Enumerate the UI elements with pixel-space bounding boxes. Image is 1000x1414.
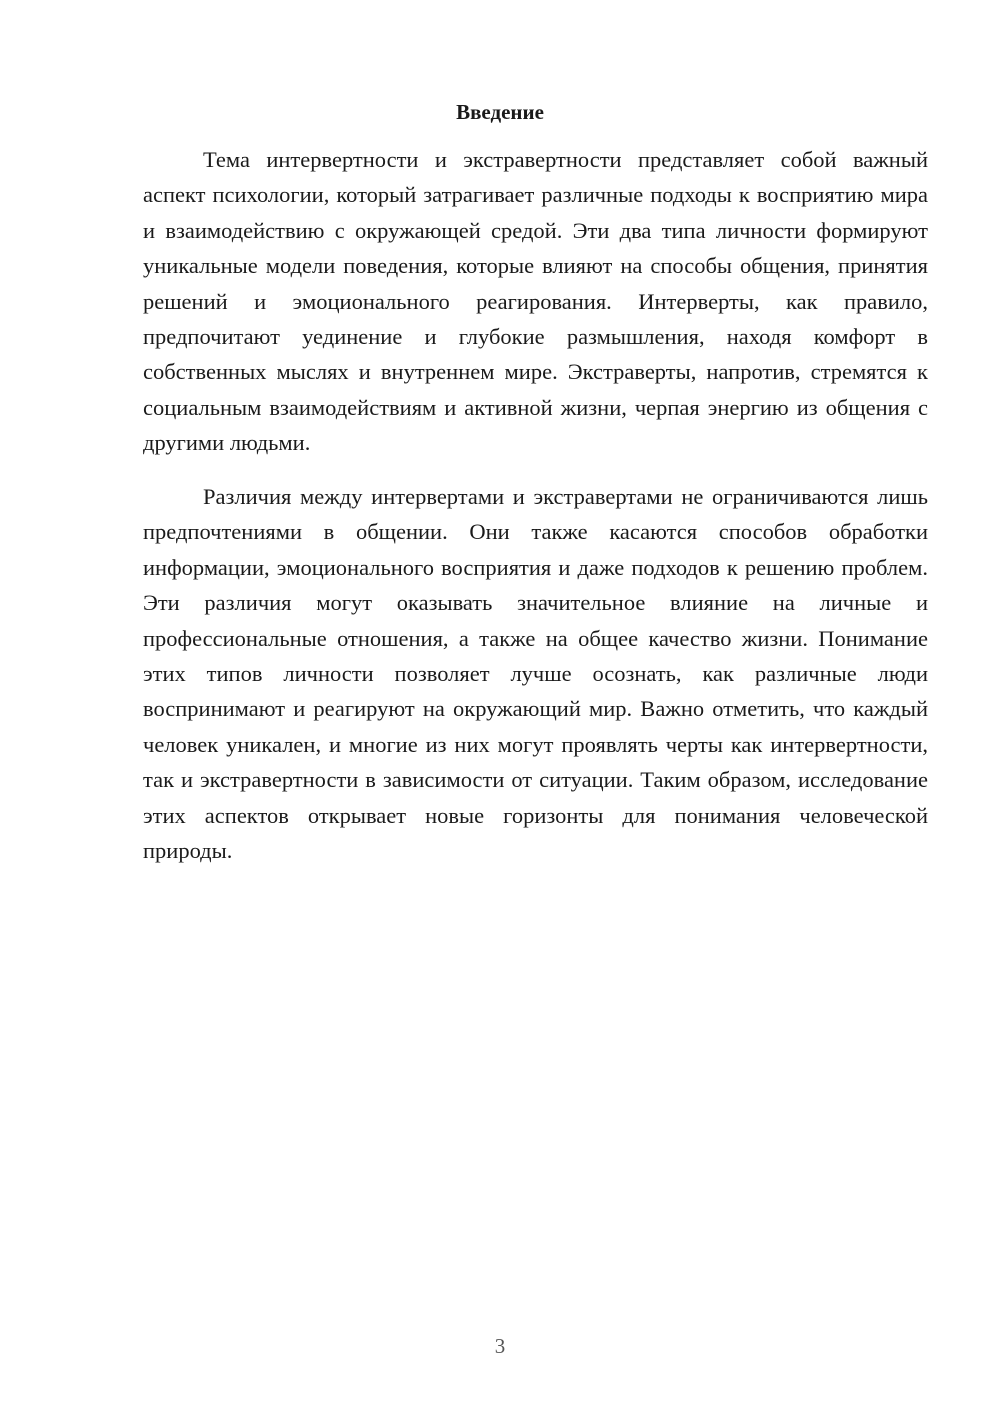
paragraph-1: Тема интервертности и экстравертности представляет собой важный аспект психологии, который затрагивает различные подходы к восприятию мира и взаимодействию с окружающей средой. Эти два типа личности формируют уникальные модели поведения, которые влияют на способы общения, принятия решений и эмоционального реагирования. Интерверты, как правило, предпочитают уединение и глубокие размышления, находя комфорт в собственных мыслях и внутреннем мире. Экстраверты, напротив, стремятся к социальным взаимодействиям и активной жизни, черпая энергию из общения с другими людьми.	[143, 147, 928, 456]
page-number: 3	[494, 1334, 506, 1358]
paragraph-2: Различия между интервертами и экстравертами не ограничиваются лишь предпочтениями в общении. Они также касаются способов обработки информации, эмоционального восприятия и даже подходов к решению проблем. Эти различия могут оказывать значительное влияние на личные и профессиональные отношения, а также на общее качество жизни. Понимание этих типов личности позволяет лучше осознать, как различные люди воспринимают и реагируют на окружающий мир. Важно отметить, что каждый человек уникален, и многие из них могут проявлять черты как интервертности, так и экстравертности в зависимости от ситуации. Таким образом, исследование этих аспектов открывает новые горизонты для понимания человеческой природы.	[143, 484, 928, 864]
section-heading: Введение	[456, 100, 544, 124]
